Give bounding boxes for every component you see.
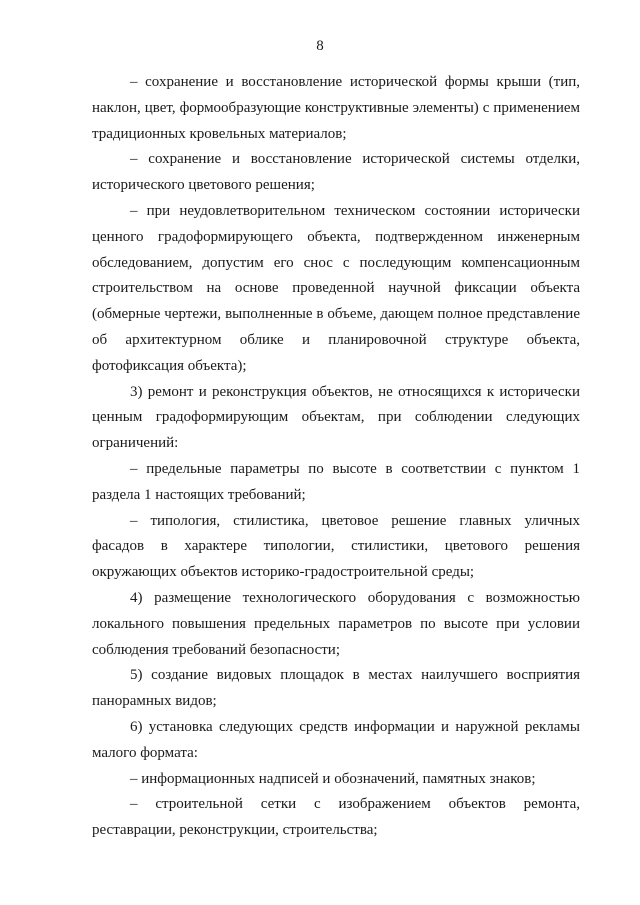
paragraph-finish-preservation: – сохранение и восстановление исторической системы отделки, исторического цветового решения; — [92, 151, 580, 194]
paragraph-item-3: 3) ремонт и реконструкция объектов, не относящихся к исторически ценным градоформирующим объектам, при соблюдении следующих ограничений: — [92, 383, 580, 452]
page-number: 8 — [316, 38, 324, 54]
paragraph-item-4: 4) размещение технологического оборудования с возможностью локального повышения предельных параметров по высоте при условии соблюдения требований безопасности; — [92, 589, 580, 658]
paragraph-item-6: 6) установка следующих средств информации и наружной рекламы малого формата: — [92, 718, 580, 761]
paragraph-info-signs: – информационных надписей и обозначений, памятных знаков; — [130, 770, 536, 787]
paragraph-roof-preservation: – сохранение и восстановление исторической формы крыши (тип, наклон, цвет, формообразующие конструктивные элементы) с применением традиционных кровельных материалов; — [92, 74, 580, 142]
paragraph-facade-typology: – типология, стилистика, цветовое решение главных уличных фасадов в характере типологии, стилистики, цветового решения окружающих объектов историко-градостроительной среды; — [92, 512, 580, 581]
paragraph-height-limits: – предельные параметры по высоте в соответствии с пунктом 1 раздела 1 настоящих требований; — [92, 460, 580, 503]
paragraph-construction-mesh: – строительной сетки с изображением объектов ремонта, реставрации, реконструкции, строительства; — [92, 796, 580, 839]
document-body — [92, 70, 580, 844]
paragraph-demolition-condition: – при неудовлетворительном техническом состоянии исторически ценного градоформирующего объекта, подтвержденном инженерным обследованием, допустим его снос с последующим компенсационным строительством на основе проведенной научной фиксации объекта (обмерные чертежи, выполненные в объеме, дающем полное представление об архитектурном облике и планировочной структуре объекта, фотофиксация объекта); — [92, 202, 580, 374]
paragraph-item-5: 5) создание видовых площадок в местах наилучшего восприятия панорамных видов; — [92, 667, 580, 710]
